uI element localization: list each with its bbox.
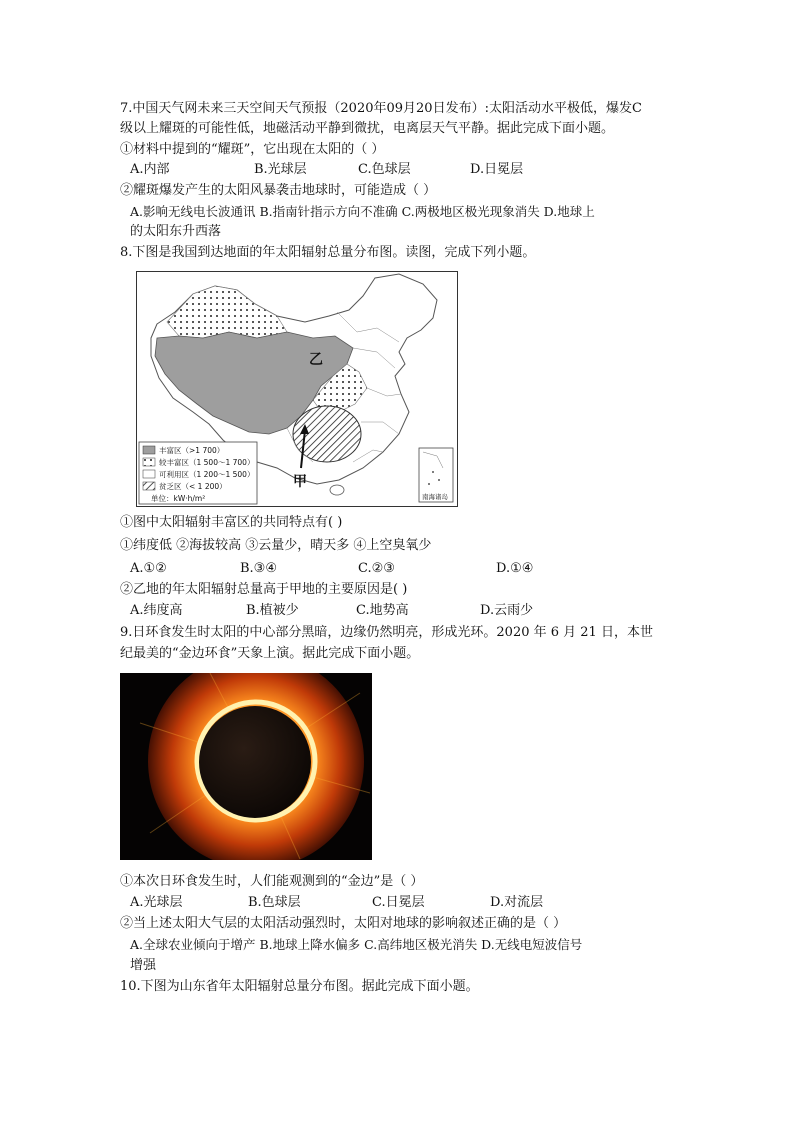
- q8-sub1: ①图中太阳辐射丰富区的共同特点有( ): [120, 515, 343, 530]
- q9-sub1-option-a: A.光球层: [130, 895, 183, 910]
- q9-sub2: ②当上述太阳大气层的太阳活动强烈时，太阳对地球的影响叙述正确的是（ ）: [120, 916, 567, 931]
- q8-sub2-option-a: A.纬度高: [130, 603, 183, 618]
- q8-sub1-option-c: C.②③: [358, 561, 395, 576]
- q9-sub1-option-d: D.对流层: [490, 895, 544, 910]
- q8-sub1-items: ①纬度低 ②海拔较高 ③云量少，晴天多 ④上空臭氧少: [120, 538, 432, 553]
- q7-sub1-option-a: A.内部: [130, 162, 170, 177]
- q9-sub1: ①本次日环食发生时，人们能观测到的“金边”是（ ）: [120, 874, 424, 889]
- eclipse-svg: [120, 673, 372, 860]
- legend-item-rich: 丰富区（>1 700）: [159, 446, 225, 455]
- q9-sub1-option-b: B.色球层: [248, 895, 301, 910]
- q7-sub2-options-line1: A.影响无线电长波通讯 B.指南针指示方向不准确 C.两极地区极光现象消失 D.地球上: [130, 204, 595, 219]
- q9-stem-line2: 纪最美的“金边环食”天象上演。据此完成下面小题。: [120, 646, 420, 661]
- q8-stem: 8.下图是我国到达地面的年太阳辐射总量分布图。读图，完成下列小题。: [120, 245, 536, 260]
- china-map-svg: [137, 272, 457, 506]
- q8-sub1-option-b: B.③④: [240, 561, 277, 576]
- q8-sub1-option-a: A.①②: [130, 561, 167, 576]
- q7-sub2-options-line2: 的太阳东升西落: [130, 224, 222, 239]
- legend-unit: 单位：kW·h/m²: [151, 494, 206, 503]
- q8-sub2: ②乙地的年太阳辐射总量高于甲地的主要原因是( ): [120, 582, 408, 597]
- hainan-island: [330, 485, 344, 495]
- q7-sub1-option-d: D.日冕层: [470, 162, 524, 177]
- q9-sub2-options-line2: 增强: [130, 958, 157, 973]
- dotted-region-north: [167, 286, 287, 338]
- q7-sub2: ②耀斑爆发产生的太阳风暴袭击地球时，可能造成（ ）: [120, 183, 437, 198]
- q9-stem-line1: 9.日环食发生时太阳的中心部分黑暗，边缘仍然明亮，形成光环。2020 年 6 月 21 日，本世: [120, 625, 653, 640]
- moon-disk: [199, 706, 311, 818]
- legend-item-poor: 贫乏区（< 1 200）: [159, 482, 227, 491]
- q7-stem-line2: 级以上耀斑的可能性低，地磁活动平静到微扰，电离层天气平静。据此完成下面小题。: [120, 121, 615, 136]
- q9-sub2-options-line1: A.全球农业倾向于增产 B.地球上降水偏多 C.高纬地区极光消失 D.无线电短波信号: [130, 937, 583, 952]
- q7-sub1-option-c: C.色球层: [358, 162, 411, 177]
- label-yi: 乙: [309, 352, 323, 368]
- q7-sub1-option-b: B.光球层: [254, 162, 307, 177]
- q7-sub1: ①材料中提到的“耀斑”，它出现在太阳的（ ）: [120, 142, 385, 157]
- q8-sub1-option-d: D.①④: [496, 561, 534, 576]
- q9-sub1-option-c: C.日冕层: [372, 895, 425, 910]
- q10-stem: 10.下图为山东省年太阳辐射总量分布图。据此完成下面小题。: [120, 979, 479, 994]
- annular-eclipse-photo: [120, 673, 372, 860]
- china-solar-radiation-map: [136, 271, 458, 507]
- inset-label: 南海诸岛: [422, 493, 448, 501]
- q8-sub2-option-b: B.植被少: [246, 603, 299, 618]
- q8-sub2-option-d: D.云雨少: [480, 603, 534, 618]
- legend-item-usable: 可利用区（1 200～1 500）: [159, 470, 255, 479]
- legend-item-fairly-rich: 较丰富区（1 500～1 700）: [159, 458, 255, 467]
- q7-stem-line1: 7.中国天气网未来三天空间天气预报（2020年09月20日发布）:太阳活动水平极低，爆发C: [120, 101, 642, 116]
- q8-sub2-option-c: C.地势高: [356, 603, 409, 618]
- label-jia: 甲: [293, 474, 307, 490]
